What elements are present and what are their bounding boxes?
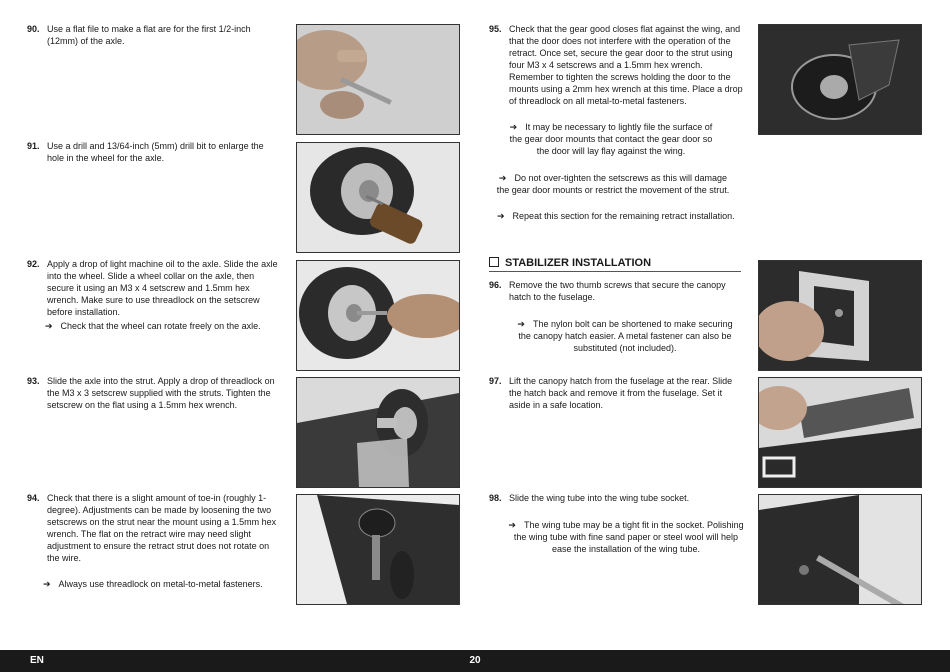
step-93 <box>27 375 282 411</box>
note-text: It may be necessary to lightly file the surface of the gear door mounts that contact the gear door so the door will lay flay against the wing. <box>509 122 713 156</box>
step-97 <box>489 375 744 411</box>
step-number: 94. <box>27 493 40 503</box>
step-text: Slide the wing tube into the wing tube socket. <box>509 493 690 503</box>
photo-retract-toe-in <box>296 494 460 605</box>
step-number: 91. <box>27 141 40 151</box>
step-number: 90. <box>27 24 40 34</box>
step-number: 95. <box>489 24 502 34</box>
arrow-icon: ➔ <box>43 579 51 589</box>
photo-axle-strut <box>296 377 460 488</box>
photo-canopy-screws <box>758 260 922 371</box>
arrow-icon: ➔ <box>45 321 53 331</box>
step-98 <box>489 492 744 504</box>
note-95-file <box>508 121 714 157</box>
step-95 <box>489 23 744 107</box>
checkbox-icon <box>489 257 499 267</box>
note-92 <box>45 320 285 332</box>
photo-canopy-removal <box>758 377 922 488</box>
photo-gear-door <box>758 24 922 135</box>
step-number: 98. <box>489 493 502 503</box>
step-text: Slide the axle into the strut. Apply a drop of threadlock on the M3 x 3 setscrew supplied with the struts. Tighten the setscrew on the flat using a 1.5mm hex wrench. <box>47 376 275 410</box>
step-text: Apply a drop of light machine oil to the axle. Slide the axle into the wheel. Slide a wheel collar on the axle, then secure it using an M3 x 4 setscrew and 1.5mm hex wrench. Make sure to use threadlock on the setscrew before installation. <box>47 259 278 317</box>
arrow-icon: ➔ <box>497 211 505 221</box>
page-number: 20 <box>469 655 481 666</box>
note-94 <box>43 578 283 590</box>
step-text: Use a drill and 13/64-inch (5mm) drill bit to enlarge the hole in the wheel for the axle. <box>47 141 264 163</box>
note-text: The wing tube may be a tight fit in the socket. Polishing the wing tube with fine sand paper or steel wool will help ease the installation of the wing tube. <box>513 520 744 554</box>
note-95-repeat <box>497 210 742 222</box>
step-96 <box>489 279 744 303</box>
arrow-icon: ➔ <box>509 122 518 132</box>
step-text: Remove the two thumb screws that secure the canopy hatch to the fuselage. <box>509 280 726 302</box>
photo-wheel-axle <box>296 260 460 371</box>
section-title-stabilizer <box>489 257 741 272</box>
photo-filing-axle <box>296 24 460 135</box>
step-number: 96. <box>489 280 502 290</box>
note-95-tighten <box>495 172 731 196</box>
note-text: Check that the wheel can rotate freely on the axle. <box>60 321 261 331</box>
note-text: Always use threadlock on metal-to-metal fasteners. <box>58 579 263 589</box>
step-text: Check that the gear good closes flat against the wing, and that the door does not interfere with the operation of the retract. Once set, secure the gear door to the strut using four M3 x 4 setscrews and a 1.5mm hex wrench. Remember to tighten the screws holding the door to the mounts using a 2mm hex wrench at this time. Place a drop of threadlock on all metal-to-metal fasteners. <box>509 24 743 106</box>
photo-wing-tube <box>758 494 922 605</box>
step-90 <box>27 23 282 47</box>
language-label: EN <box>30 655 44 666</box>
step-number: 92. <box>27 259 40 269</box>
note-text: Repeat this section for the remaining retract installation. <box>512 211 735 221</box>
step-91 <box>27 140 282 164</box>
step-number: 97. <box>489 376 502 386</box>
arrow-icon: ➔ <box>508 520 516 530</box>
step-number: 93. <box>27 376 40 386</box>
step-text: Check that there is a slight amount of toe-in (roughly 1-degree). Adjustments can be made by loosening the two setscrews on the strut near the mount using a 1.5mm hex wrench. The flat on the retract wire may need slight adjustment to ensure the retract strut does not rotate on the wire. <box>47 493 277 563</box>
step-92 <box>27 258 282 318</box>
page-footer <box>0 650 950 672</box>
step-text: Lift the canopy hatch from the fuselage at the rear. Slide the hatch back and remove it from the fuselage. Set it aside in a safe location. <box>509 376 733 410</box>
photo-drilling-wheel <box>296 142 460 253</box>
note-98 <box>505 519 747 555</box>
arrow-icon: ➔ <box>498 173 507 183</box>
step-94 <box>27 492 282 564</box>
note-text: The nylon bolt can be shortened to make securing the canopy hatch easier. A metal fastener can also be substituted (not included). <box>518 319 733 353</box>
section-title-text: STABILIZER INSTALLATION <box>505 257 652 269</box>
note-96 <box>510 318 740 354</box>
step-text: Use a flat file to make a flat are for the first 1/2-inch (12mm) of the axle. <box>47 24 251 46</box>
note-text: Do not over-tighten the setscrews as this will damage the gear door mounts or restrict the movement of the strut. <box>496 173 730 195</box>
arrow-icon: ➔ <box>517 319 525 329</box>
